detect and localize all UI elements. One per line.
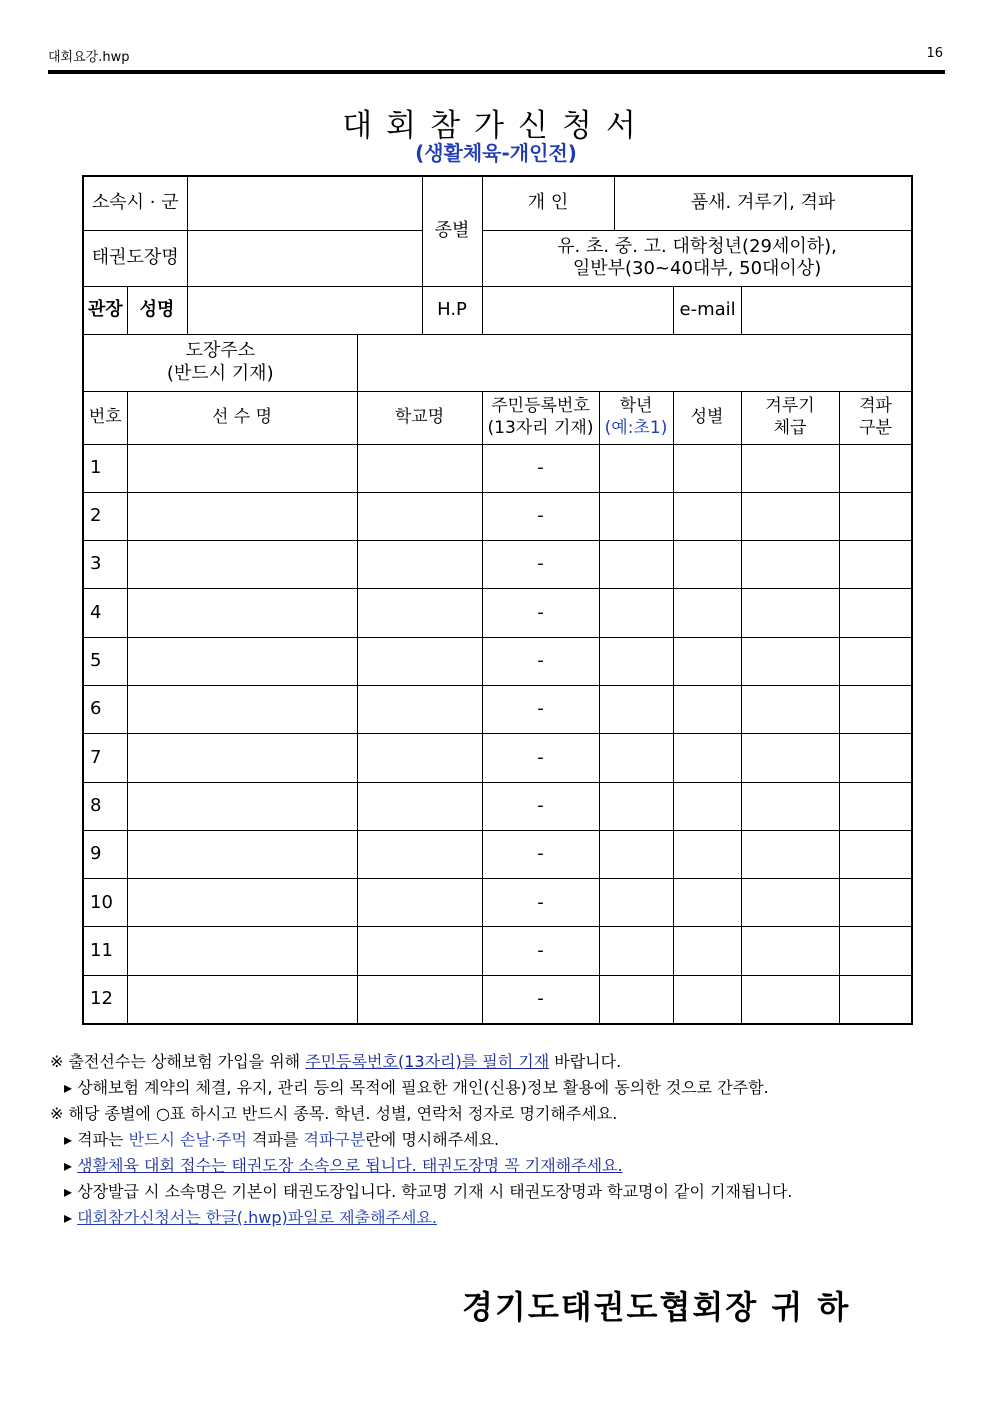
note-1-suffix: 바랍니다.: [549, 1052, 622, 1071]
category-label: 종별: [422, 176, 482, 286]
col-sparring-class: [741, 391, 839, 444]
athlete-name-input[interactable]: [127, 734, 357, 782]
athlete-row: [83, 589, 912, 637]
header-filename: 대회요강.hwp: [48, 50, 130, 65]
athlete-row: [83, 879, 912, 927]
row-number: 7: [83, 734, 127, 782]
row-number: 9: [83, 830, 127, 878]
col-breaking-type: [839, 391, 912, 444]
director-name-input[interactable]: [187, 286, 422, 334]
page-subtitle: (생활체육-개인전): [415, 141, 577, 165]
grade-input[interactable]: [599, 975, 673, 1023]
note-6: ▸ 상장발급 시 소속명은 기본이 태권도장입니다. 학교명 기재 시 태권도장명과 학교명이 같이 기재됩니다.: [64, 1182, 793, 1201]
note-5-emphasis: 생활체육 대회 접수는 태권도장 소속으로 됩니다. 태권도장명 꼭 기재해주세요.: [77, 1156, 623, 1175]
note-4: [50, 1127, 950, 1153]
page-title: 대회참가신청서: [342, 108, 650, 144]
col-number: 번호: [83, 391, 127, 444]
athlete-name-input[interactable]: [127, 927, 357, 975]
col-resident-line2: (13자리 기재): [487, 417, 594, 438]
grade-input[interactable]: [599, 734, 673, 782]
school-input[interactable]: [357, 975, 482, 1023]
addressee-footer: 경기도태권도협회장 귀 하: [462, 1288, 851, 1326]
sparring-class-input[interactable]: [741, 685, 839, 733]
affiliation-input[interactable]: [187, 176, 422, 230]
dojang-name-input[interactable]: [187, 230, 422, 286]
row-number: 10: [83, 879, 127, 927]
athlete-row: [83, 685, 912, 733]
school-input[interactable]: [357, 685, 482, 733]
athlete-name-input[interactable]: [127, 975, 357, 1023]
director-label: 관장: [83, 286, 127, 334]
school-input[interactable]: [357, 879, 482, 927]
note-1: [50, 1049, 950, 1075]
application-form-table: [82, 175, 913, 1025]
row-number: 8: [83, 782, 127, 830]
note-7-emphasis: 대회참가신청서는 한글(.hwp)파일로 제출해주세요.: [77, 1208, 438, 1227]
grade-input[interactable]: [599, 589, 673, 637]
athlete-row: [83, 541, 912, 589]
breaking-type-input[interactable]: [839, 637, 912, 685]
grade-input[interactable]: [599, 444, 673, 492]
affiliation-label: 소속시 · 군: [83, 176, 187, 230]
events-label: 품새. 겨루기, 격파: [614, 176, 912, 230]
athlete-name-input[interactable]: [127, 444, 357, 492]
row-number: 5: [83, 637, 127, 685]
note-7: [50, 1205, 950, 1231]
note-1-prefix: ※ 출전선수는 상해보험 가입을 위해: [50, 1052, 306, 1071]
gender-input[interactable]: [673, 685, 741, 733]
athlete-row: [83, 492, 912, 540]
header-page-number: 16: [926, 46, 943, 61]
note-7-prefix: ▸: [64, 1208, 78, 1227]
row-number: 1: [83, 444, 127, 492]
resident-number-input[interactable]: -: [482, 685, 599, 733]
row-number: 2: [83, 492, 127, 540]
athlete-row: [83, 444, 912, 492]
breaking-type-input[interactable]: [839, 444, 912, 492]
note-3: ※ 해당 종별에 ○표 하시고 반드시 종목. 학년. 성별, 연락처 정자로 명기해주세요.: [50, 1104, 618, 1123]
sparring-class-input[interactable]: [741, 637, 839, 685]
grade-input[interactable]: [599, 637, 673, 685]
col-resident-number: [482, 391, 599, 444]
sparring-class-input[interactable]: [741, 879, 839, 927]
note-4-mid: 격파를: [246, 1130, 304, 1149]
athlete-name-input[interactable]: [127, 637, 357, 685]
row-number: 11: [83, 927, 127, 975]
individual-label: 개 인: [482, 176, 614, 230]
athlete-row: [83, 734, 912, 782]
breaking-type-input[interactable]: [839, 492, 912, 540]
athlete-name-input[interactable]: [127, 589, 357, 637]
resident-number-input[interactable]: -: [482, 782, 599, 830]
header-rule: [48, 70, 945, 74]
sparring-class-input[interactable]: [741, 734, 839, 782]
col-grade: [599, 391, 673, 444]
breaking-type-input[interactable]: [839, 879, 912, 927]
note-4-suffix: 란에 명시해주세요.: [365, 1130, 500, 1149]
grade-input[interactable]: [599, 685, 673, 733]
breaking-type-input[interactable]: [839, 685, 912, 733]
row-number: 4: [83, 589, 127, 637]
gender-input[interactable]: [673, 830, 741, 878]
school-input[interactable]: [357, 830, 482, 878]
col-sparring-line2: 체급: [773, 417, 807, 438]
address-label-line2: (반드시 기재): [166, 362, 274, 384]
athlete-name-input[interactable]: [127, 685, 357, 733]
athlete-name-input[interactable]: [127, 830, 357, 878]
director-name-label: 성명: [127, 286, 187, 334]
note-4-blue2: 격파구분: [303, 1130, 366, 1149]
grade-input[interactable]: [599, 492, 673, 540]
school-input[interactable]: [357, 637, 482, 685]
resident-number-input[interactable]: -: [482, 589, 599, 637]
resident-number-input[interactable]: -: [482, 444, 599, 492]
row-number: 12: [83, 975, 127, 1023]
school-input[interactable]: [357, 734, 482, 782]
athlete-row: [83, 975, 912, 1023]
note-1-emphasis: 주민등록번호(13자리)를 필히 기재: [305, 1052, 550, 1071]
resident-number-input[interactable]: -: [482, 975, 599, 1023]
col-gender: 성별: [673, 391, 741, 444]
sparring-class-input[interactable]: [741, 782, 839, 830]
col-grade-line2: (예:초1): [604, 417, 668, 438]
breaking-type-input[interactable]: [839, 975, 912, 1023]
note-5-prefix: ▸: [64, 1156, 78, 1175]
school-input[interactable]: [357, 927, 482, 975]
col-sparring-line1: 겨루기: [765, 396, 815, 417]
hp-label: H.P: [422, 286, 482, 334]
school-input[interactable]: [357, 492, 482, 540]
gender-input[interactable]: [673, 927, 741, 975]
breaking-type-input[interactable]: [839, 927, 912, 975]
school-input[interactable]: [357, 444, 482, 492]
breaking-type-input[interactable]: [839, 589, 912, 637]
sparring-class-input[interactable]: [741, 541, 839, 589]
note-4-prefix: ▸ 격파는: [64, 1130, 129, 1149]
col-breaking-line1: 격파: [859, 396, 892, 417]
athlete-name-input[interactable]: [127, 541, 357, 589]
resident-number-input[interactable]: -: [482, 927, 599, 975]
notes-section: [50, 1049, 950, 1231]
athlete-row: [83, 782, 912, 830]
breaking-type-input[interactable]: [839, 782, 912, 830]
address-label-line1: 도장주소: [185, 340, 256, 361]
col-resident-line1: 주민등록번호: [491, 396, 590, 417]
address-label: [83, 334, 357, 391]
school-input[interactable]: [357, 589, 482, 637]
school-input[interactable]: [357, 782, 482, 830]
resident-number-input[interactable]: -: [482, 541, 599, 589]
divisions-line1: 유. 초. 중. 고. 대학청년(29세이하),: [557, 235, 837, 257]
gender-input[interactable]: [673, 879, 741, 927]
col-breaking-line2: 구분: [859, 417, 892, 438]
athlete-name-input[interactable]: [127, 492, 357, 540]
resident-number-input[interactable]: -: [482, 830, 599, 878]
divisions-line2: 일반부(30~40대부, 50대이상): [572, 258, 822, 279]
row-number: 3: [83, 541, 127, 589]
gender-input[interactable]: [673, 782, 741, 830]
athlete-rows: [83, 444, 912, 1024]
athlete-row: [83, 830, 912, 878]
grade-input[interactable]: [599, 879, 673, 927]
sparring-class-input[interactable]: [741, 492, 839, 540]
breaking-type-input[interactable]: [839, 830, 912, 878]
gender-input[interactable]: [673, 589, 741, 637]
grade-input[interactable]: [599, 927, 673, 975]
athlete-row: [83, 927, 912, 975]
breaking-type-input[interactable]: [839, 734, 912, 782]
athlete-row: [83, 637, 912, 685]
dojang-name-label: 태권도장명: [83, 230, 187, 286]
athlete-name-input[interactable]: [127, 782, 357, 830]
row-number: 6: [83, 685, 127, 733]
grade-input[interactable]: [599, 830, 673, 878]
note-2: ▸ 상해보험 계약의 체결, 유지, 관리 등의 목적에 필요한 개인(신용)정보 활용에 동의한 것으로 간주함.: [64, 1078, 769, 1097]
col-school: 학교명: [357, 391, 482, 444]
sparring-class-input[interactable]: [741, 830, 839, 878]
sparring-class-input[interactable]: [741, 444, 839, 492]
email-label: e-mail: [673, 286, 741, 334]
email-input[interactable]: [741, 286, 912, 334]
resident-number-input[interactable]: -: [482, 734, 599, 782]
grade-input[interactable]: [599, 541, 673, 589]
gender-input[interactable]: [673, 444, 741, 492]
resident-number-input[interactable]: -: [482, 637, 599, 685]
sparring-class-input[interactable]: [741, 589, 839, 637]
divisions-cell: [482, 230, 912, 286]
gender-input[interactable]: [673, 541, 741, 589]
col-grade-line1: 학년: [619, 396, 653, 417]
gender-input[interactable]: [673, 734, 741, 782]
note-4-blue1: 반드시 손날·주먹: [128, 1130, 247, 1149]
sparring-class-input[interactable]: [741, 927, 839, 975]
resident-number-input[interactable]: -: [482, 492, 599, 540]
athlete-name-input[interactable]: [127, 879, 357, 927]
col-athlete-name: 선 수 명: [127, 391, 357, 444]
hp-input[interactable]: [482, 286, 673, 334]
address-input[interactable]: [357, 334, 912, 391]
page-header: [48, 46, 945, 68]
grade-input[interactable]: [599, 782, 673, 830]
resident-number-input[interactable]: -: [482, 879, 599, 927]
breaking-type-input[interactable]: [839, 541, 912, 589]
note-5: [50, 1153, 950, 1179]
school-input[interactable]: [357, 541, 482, 589]
gender-input[interactable]: [673, 637, 741, 685]
sparring-class-input[interactable]: [741, 975, 839, 1023]
gender-input[interactable]: [673, 492, 741, 540]
gender-input[interactable]: [673, 975, 741, 1023]
